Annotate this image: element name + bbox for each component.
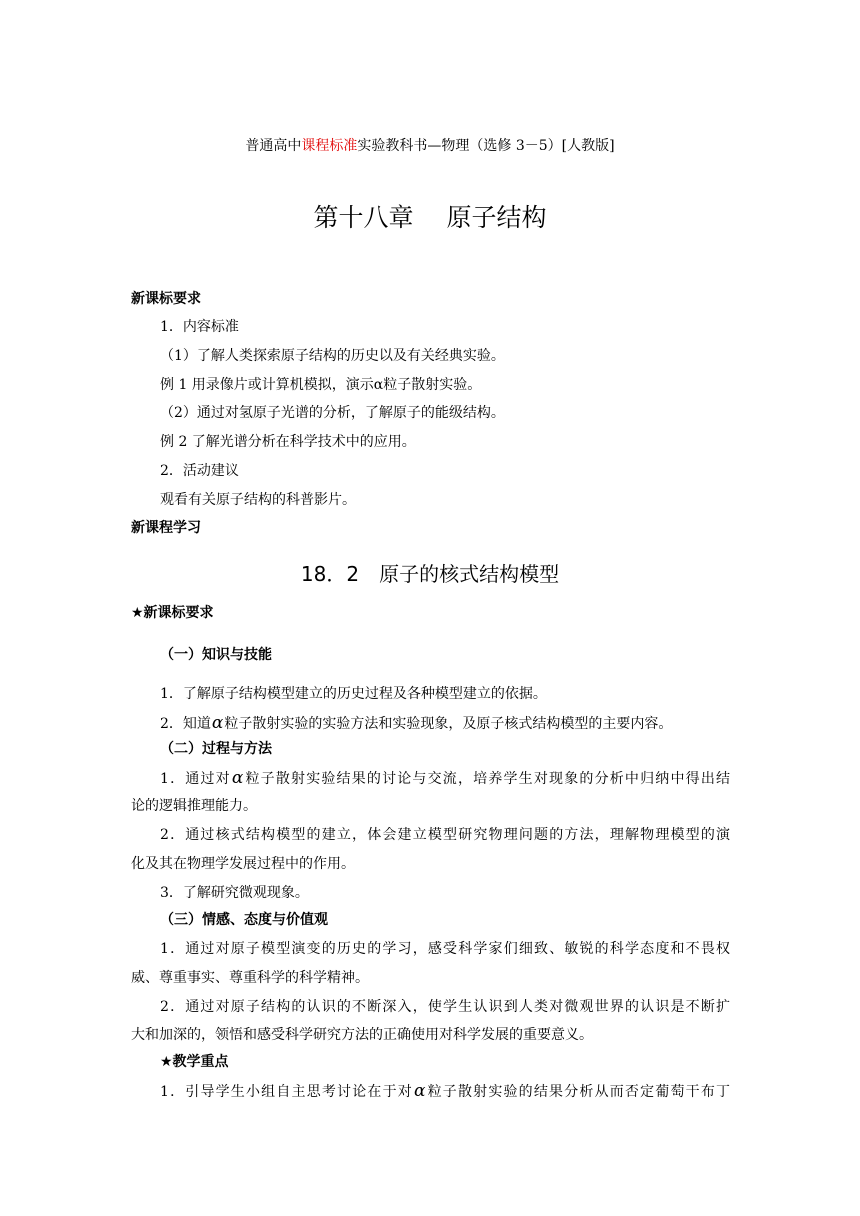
process-paragraph-1-continuation: 论的逻辑推理能力。 (131, 798, 257, 814)
key-points-paragraph-1-end: 粒子散射实验的结果分析从而否定葡萄干布丁 (426, 1084, 731, 1100)
values-paragraph-2: 2．通过对原子结构的认识的不断深入，使学生认识到人类对微观世界的认识是不断扩 (160, 999, 730, 1015)
key-points-paragraph-1 (160, 1082, 730, 1101)
standards-item-2-text: 观看有关原子结构的科普影片。 (160, 492, 356, 508)
header-highlight: 课程标准 (301, 138, 358, 154)
standards-example-2: 例 2 了解光谱分析在科学技术中的应用。 (160, 434, 416, 450)
alpha-symbol: α (413, 1081, 426, 1101)
knowledge-paragraph-2-start: 2．知道 (160, 716, 211, 732)
process-paragraph-2: 2．通过核式结构模型的建立，体会建立模型研究物理问题的方法，理解物理模型的演 (160, 827, 730, 843)
standards-item-2: 2．活动建议 (160, 463, 239, 479)
knowledge-paragraph-2-end: 粒子散射实验的实验方法和实验现象，及原子核式结构模型的主要内容。 (224, 716, 673, 732)
knowledge-heading: （一）知识与技能 (160, 647, 272, 663)
process-paragraph-1-start: 1．通过对 (160, 771, 231, 787)
standards-item-1: 1．内容标准 (160, 319, 239, 335)
standards-item-1-2: （2）通过对氢原子光谱的分析，了解原子的能级结构。 (160, 405, 505, 421)
objectives-heading: ★新课标要求 (131, 605, 214, 621)
process-heading: （二）过程与方法 (160, 741, 272, 757)
key-points-paragraph-1-start: 1．引导学生小组自主思考讨论在于对 (160, 1084, 413, 1100)
standards-item-1-1: （1）了解人类探索原子结构的历史以及有关经典实验。 (160, 348, 505, 364)
values-paragraph-1-continuation: 威、尊重事实、尊重科学的科学精神。 (131, 970, 369, 986)
header-suffix: 实验教科书—物理（选修 3－5）[人教版] (357, 138, 615, 154)
knowledge-paragraph-1: 1．了解原子结构模型建立的历史过程及各种模型建立的依据。 (160, 686, 547, 702)
values-paragraph-2-continuation: 大和加深的，领悟和感受科学研究方法的正确使用对科学发展的重要意义。 (131, 1027, 593, 1043)
alpha-symbol: α (231, 768, 244, 788)
process-paragraph-1-end: 粒子散射实验结果的讨论与交流，培养学生对现象的分析中归纳中得出结 (244, 771, 730, 787)
knowledge-paragraph-2 (160, 714, 672, 733)
alpha-symbol: α (211, 713, 224, 733)
process-paragraph-3: 3．了解研究微观现象。 (160, 885, 309, 901)
chapter-title: 第十八章 原子结构 (313, 203, 547, 232)
process-paragraph-1 (160, 769, 730, 788)
standards-example-1: 例 1 用录像片或计算机模拟，演示α粒子散射实验。 (160, 377, 482, 393)
course-heading: 新课程学习 (131, 520, 201, 536)
document-header (0, 137, 860, 155)
header-prefix: 普通高中 (245, 138, 302, 154)
section-title: 18．2 原子的核式结构模型 (300, 562, 560, 586)
values-heading: （三）情感、态度与价值观 (160, 912, 328, 928)
values-paragraph-1: 1．通过对原子模型演变的历史的学习，感受科学家们细致、敏锐的科学态度和不畏权 (160, 941, 730, 957)
process-paragraph-2-continuation: 化及其在物理学发展过程中的作用。 (131, 856, 355, 872)
key-points-heading: ★教学重点 (160, 1054, 229, 1070)
standards-heading: 新课标要求 (131, 291, 201, 307)
